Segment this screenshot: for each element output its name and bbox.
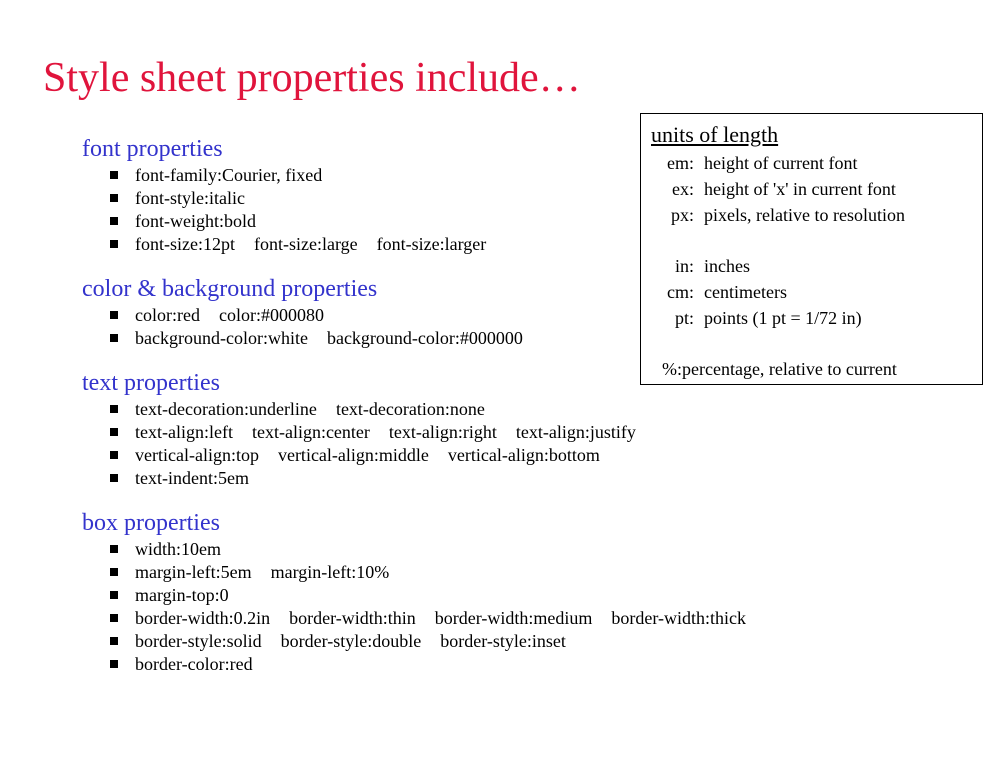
unit-description: height of 'x' in current font	[704, 178, 896, 199]
section-heading: box properties	[82, 510, 220, 536]
property-example: text-decoration:none	[335, 399, 485, 419]
unit-key: ex:	[672, 178, 694, 199]
property-example: margin-left:10%	[270, 562, 390, 582]
bullet-list	[82, 398, 982, 490]
unit-key: in:	[674, 256, 694, 277]
property-example: text-align:center	[251, 422, 370, 442]
property-example: color:#000080	[218, 305, 324, 325]
unit-description: points (1 pt = 1/72 in)	[704, 307, 862, 328]
property-example: border-width:medium	[434, 608, 593, 628]
property-example: background-color:#000000	[326, 328, 523, 348]
property-example: font-size:large	[253, 234, 358, 254]
unit-row	[651, 306, 982, 332]
property-example: border-width:thick	[611, 608, 746, 628]
property-example: vertical-align:top	[135, 445, 259, 465]
unit-description: inches	[704, 256, 750, 277]
square-bullet-icon	[110, 591, 118, 599]
property-example: font-size:12pt	[135, 234, 235, 254]
bullet-item	[82, 444, 982, 467]
bullet-item	[82, 398, 982, 421]
property-example: border-style:double	[280, 631, 422, 651]
property-example: width:10em	[135, 539, 221, 559]
square-bullet-icon	[110, 171, 118, 179]
unit-key: pt:	[674, 307, 694, 328]
units-of-length-box	[640, 113, 983, 385]
bullet-item	[82, 630, 982, 653]
square-bullet-icon	[110, 194, 118, 202]
bullet-list	[82, 538, 982, 676]
section-box-properties	[82, 510, 982, 676]
property-example: font-family:Courier, fixed	[135, 165, 323, 185]
square-bullet-icon	[110, 637, 118, 645]
property-example: font-size:larger	[376, 234, 487, 254]
square-bullet-icon	[110, 334, 118, 342]
unit-key: em:	[667, 153, 694, 173]
square-bullet-icon	[110, 545, 118, 553]
square-bullet-icon	[110, 428, 118, 436]
unit-row	[651, 151, 982, 177]
units-title: units of length	[651, 122, 779, 147]
section-text-properties	[82, 370, 982, 490]
square-bullet-icon	[110, 240, 118, 248]
property-example: font-style:italic	[135, 188, 245, 208]
property-example: text-decoration:underline	[135, 399, 317, 419]
property-example: border-style:solid	[135, 631, 262, 651]
property-example: vertical-align:middle	[277, 445, 429, 465]
bullet-item	[82, 653, 982, 676]
square-bullet-icon	[110, 311, 118, 319]
property-example: text-indent:5em	[135, 468, 249, 488]
property-example: border-color:red	[135, 654, 253, 674]
square-bullet-icon	[110, 451, 118, 459]
unit-description: centimeters	[704, 281, 787, 302]
unit-spacer	[651, 332, 982, 358]
property-example: border-width:0.2in	[135, 608, 271, 628]
property-example: text-align:left	[135, 422, 233, 442]
square-bullet-icon	[110, 217, 118, 225]
unit-row	[651, 203, 982, 229]
unit-key: px:	[670, 204, 694, 225]
section-heading: font properties	[82, 136, 223, 162]
property-example: vertical-align:bottom	[447, 445, 600, 465]
unit-description: pixels, relative to resolution	[704, 204, 905, 225]
property-example: text-align:right	[388, 422, 497, 442]
property-example: border-width:thin	[289, 608, 416, 628]
bullet-item	[82, 607, 982, 630]
property-example: background-color:white	[135, 328, 308, 348]
unit-row	[651, 254, 982, 280]
unit-key: cm:	[667, 281, 694, 302]
unit-row	[651, 177, 982, 203]
property-example: font-weight:bold	[135, 211, 256, 231]
slide-title: Style sheet properties include…	[43, 55, 581, 101]
bullet-item	[82, 561, 982, 584]
square-bullet-icon	[110, 568, 118, 576]
unit-row	[651, 280, 982, 306]
bullet-item	[82, 421, 982, 444]
section-heading: text properties	[82, 370, 220, 396]
bullet-item	[82, 467, 982, 490]
property-example: border-style:inset	[440, 631, 566, 651]
percentage-note: %:percentage, relative to current	[662, 359, 897, 380]
unit-description: height of current font	[704, 153, 858, 173]
property-example: color:red	[135, 305, 200, 325]
section-heading: color & background properties	[82, 276, 378, 302]
unit-spacer	[651, 228, 982, 254]
square-bullet-icon	[110, 405, 118, 413]
property-example: margin-top:0	[135, 585, 229, 605]
bullet-item	[82, 538, 982, 561]
square-bullet-icon	[110, 614, 118, 622]
property-example: text-align:justify	[515, 422, 636, 442]
square-bullet-icon	[110, 660, 118, 668]
bullet-item	[82, 584, 982, 607]
square-bullet-icon	[110, 474, 118, 482]
property-example: margin-left:5em	[135, 562, 252, 582]
